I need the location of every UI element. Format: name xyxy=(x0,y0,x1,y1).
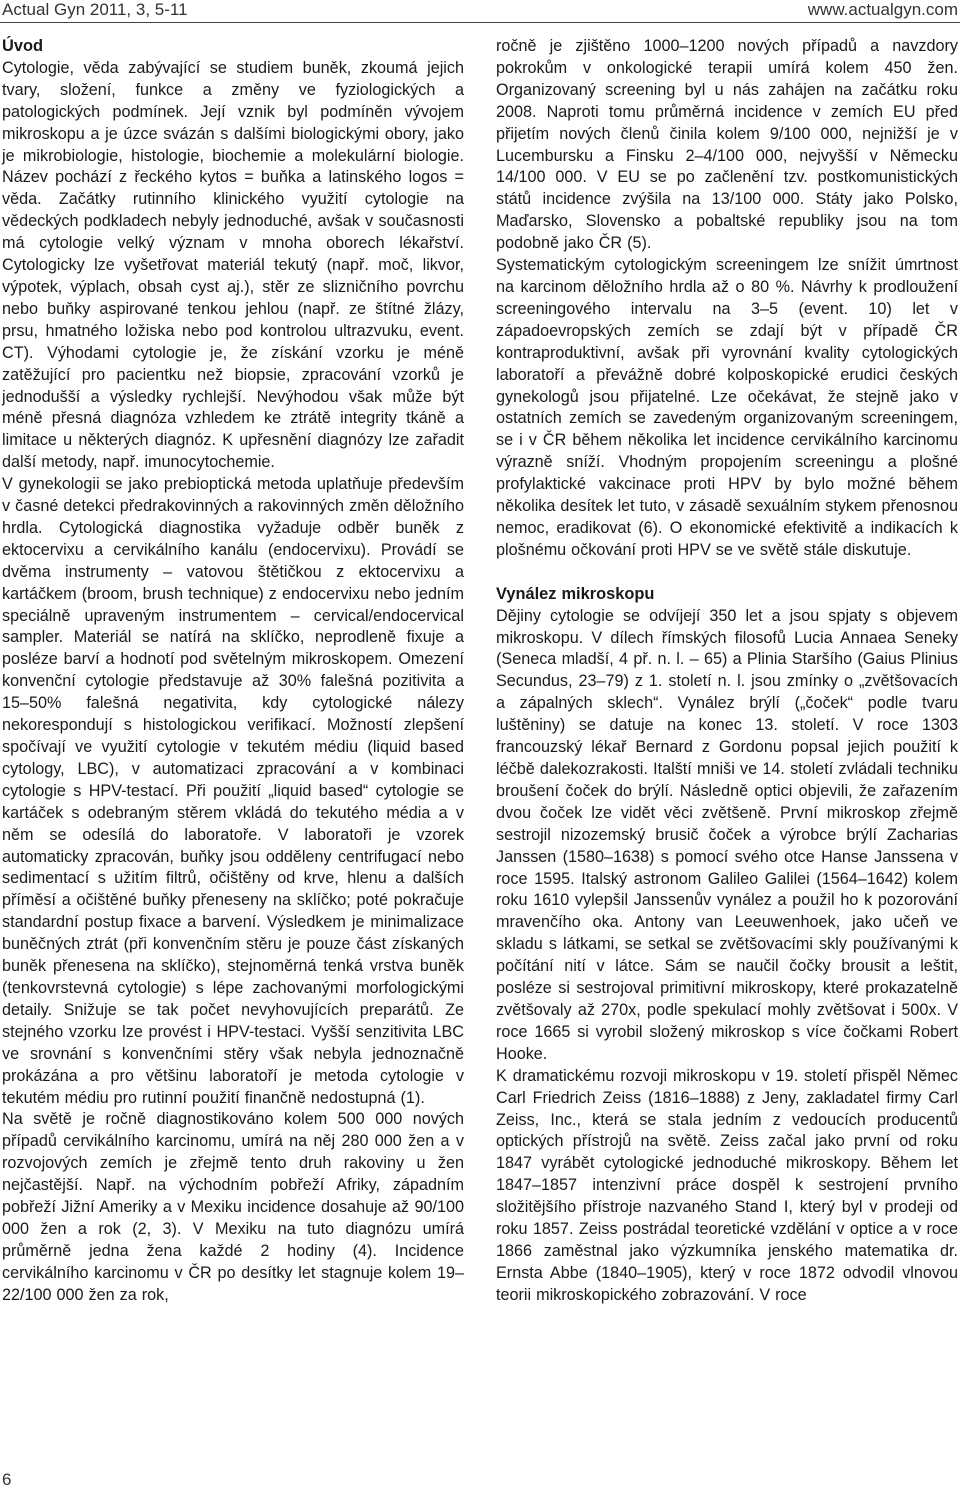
paragraph: V gynekologii se jako prebioptická metoda uplatňuje především v časné detekci předrakovinných a rakovinných změn děložního hrdla. Cytologická diagnostika vyžaduje odběr buněk z ektocervixu a cervikálního kanálu (endocervixu). Provádí se dvěma instrumenty – vatovou štětičkou z ektocervixu a kartáčkem (broom, brush technique) z endocervixu nebo jedním speciálně upraveným instrumentem – cervical/endocervical sampler. Materiál se natírá na sklíčko, neprodleně fixuje a posléze barví a hodnotí pod světelným mikroskopem. Omezení konvenční cytologie představuje až 30% falešná pozitivita a 15–50% falešná negativita, kdy cytologické nálezy nekorespondují s histologickou verifikací. Možností zlepšení spočívají ve využití cytologie v tekutém médiu (liquid based cytology, LBC), v automatizaci zpracování a v kombinaci cytologie s HPV-testací. Při použití „liquid based“ cytologie se kartáček s odebraným stěrem vkládá do tekutého média a v něm se odesílá do laboratoře. V laboratoři je vzorek automaticky zpracován, buňky jsou odděleny centrifugací nebo sedimentací s užitím filtrů, očištěny od krve, hlenu a dalších příměsí a očištěné buňky přeneseny na sklíčko; poté pokračuje standardní postup fixace a barvení. Výsledkem je minimalizace buněčných ztrát (při konvenčním stěru je pouze část získaných buněk přenesena na sklíčko), stejnoměrná tenká vrstva buněk (tenkovrstevná cytologie) s lépe zachovanými morfologickými detaily. Snižuje se tak počet nevyhovujících preparátů. Ze stejného vzorku lze provést i HPV-testaci. Vyšší senzitivita LBC ve srovnání s konvenčními stěry však nebyla jednoznačně prokázána a pro většinu laboratoří je metoda cytologie v tekutém médiu pro rutinní použití finančně nedostupná (1). xyxy=(2,475,464,1107)
journal-citation: Actual Gyn 2011, 3, 5-11 xyxy=(2,0,188,19)
left-column xyxy=(2,36,464,1307)
paragraph: Na světě je ročně diagnostikováno kolem 500 000 nových případů cervikálního karcinomu, umírá na něj 280 000 žen a v rozvojových zemích je zřejmě tento druh rakoviny u žen nejčastější. Např. na východním pobřeží Afriky, západním pobřeží Jižní Ameriky a v Mexiku incidence dosahuje až 90/100 000 žen a rok (2, 3). V Mexiku na tuto diagnózu umírá průměrně jedna žena každé 2 hodiny (4). Incidence cervikálního karcinomu v ČR po desítky let stagnuje kolem 19–22/100 000 žen za rok, xyxy=(2,1110,464,1304)
page-number: 6 xyxy=(2,1470,12,1489)
paragraph: Dějiny cytologie se odvíjejí 350 let a jsou spjaty s objevem mikroskopu. V dílech římských filosofů Lucia Annaea Seneky (Seneca mladší, 4 př. n. l. – 65) a Plinia Staršího (Gaius Plinius Secundus, 23–79) z 1. století n. l. jsou zmínky o „zvětšovacích a zápalných sklech“. Vynález brýlí („čoček“ podle tvaru luštěniny) se datuje na konec 13. století. V roce 1303 francouzský lékař Bernard z Gordonu popsal jejich použití k léčbě dalekozrakosti. Italští mniši ve 14. století zvládali techniku broušení čoček do brýlí. Následně optici objevili, že zařazením dvou čoček lze vidět věci zvětšeně. První mikroskop zřejmě sestrojil nizozemský brusič čoček a výrobce brýlí Zacharias Janssen (1580–1638) s pomocí svého otce Hanse Janssena v roce 1595. Italský astronom Galileo Galilei (1564–1642) kolem roku 1610 vylepšil Janssenův vynález a použil ho k pozorování mravenčího oka. Antony van Leeuwenhoek, jako učeň ve skladu s látkami, se setkal se zvětšovacími skly používanými k počítání nití v látce. Sám se naučil čočky brousit a leštit, posléze si sestrojoval primitivní mikroskopy, které prokazatelně zvětšovaly až 270x, podle spekulací mohly zvětšovat i 500x. V roce 1665 si vyrobil složený mikroskop s více čočkami Robert Hooke. xyxy=(496,606,958,1063)
paragraph: ročně je zjištěno 1000–1200 nových případů a navzdory pokrokům v onkologické terapii umírá kolem 450 žen. Organizovaný screening byl u nás zahájen na začátku roku 2008. Naproti tomu průměrná incidence v zemích EU před přijetím nových členů činila kolem 9/100 000, nejnižší je v Lucembursku a Finsku 2–4/100 000, nejvyšší v Německu 14/100 000. V EU se po začlenění tzv. postkomunistických států incidence zvýšila na 13/100 000. Státy jako Polsko, Maďarsko, Slovensko a pobaltské republiky jsou na tom podobně jako ČR (5). xyxy=(496,37,958,253)
section-gap xyxy=(496,562,958,584)
right-column xyxy=(496,36,958,1307)
paragraph: K dramatickému rozvoji mikroskopu v 19. století přispěl Němec Carl Friedrich Zeiss (1816–1888) z Jeny, zakladatel firmy Carl Zeiss, Inc., která se stala jedním z vedoucích producentů optických přístrojů na světě. Zeiss začal jako první od roku 1847 vyrábět cytologické jednoduché mikroskopy. Během let 1847–1857 intenzivní práce dospěl k sestrojení prvního složitějšího přístroje nazvaného Stand I, který byl v prodeji od roku 1857. Zeiss postrádal teoretické vzdělání v optice a v roce 1866 zaměstnal jako výzkumníka jenského matematika dr. Ernsta Abbe (1840–1905), který v roce 1872 odvodil vlnovou teorii mikroskopického zobrazování. V roce xyxy=(496,1066,958,1304)
header-divider xyxy=(0,22,960,23)
section-heading-vynalez-mikroskopu: Vynález mikroskopu xyxy=(496,584,655,603)
paragraph: Cytologie, věda zabývající se studiem buněk, zkoumá jejich tvary, složení, funkce a změny ve fyziologických a patologických podmínek. Její vznik byl podmíněn vývojem mikroskopu a je úzce svázán s dalšími biologickými obory, jako je mikrobiologie, histologie, biochemie a molekulární biologie. Název pochází z řeckého kytos = buňka a latinského logos = věda. Začátky rutinního klinického využití cytologie na vědeckých podkladech nebyly jednoduché, avšak v současnosti má cytologie velký význam v mnoha oborech lékařství. Cytologicky lze vyšetřovat materiál tekutý (např. moč, likvor, výpotek, výplach, obsah cyst aj.), stěr ze slizničního povrchu nebo buňky aspirované tenkou jehlou (např. ze štítné žlázy, prsu, hmatného ložiska nebo pod kontrolou ultrazvuku, event. CT). Výhodami cytologie je, že získání vzorku je méně zatěžující pro pacientku než biopsie, zpracování vzorků je jednodušší a výsledky rychlejší. Nevýhodou však může být méně přesná diagnóza vzhledem ke ztrátě integrity tkáně a limitace u některých diagnóz. K upřesnění diagnózy lze zařadit další metody, např. imunocytochemie. xyxy=(2,58,464,472)
paragraph: Systematickým cytologickým screeningem lze snížit úmrtnost na karcinom děložního hrdla až o 80 %. Návrhy k prodloužení screeningového intervalu na 3–5 (event. 10) let v západoevropských zemích se zdají být v případě ČR kontraproduktivní, avšak při vyrovnání kvality cytologických laboratoří a převážně dobré kolposkopické erudici českých gynekologů jsou přijatelné. Lze očekávat, že stejně jako v ostatních zemích se zavedeným organizovaným screeningem, se i v ČR během několika let incidence cervikálního karcinomu výrazně sníží. Vhodným propojením screeningu a plošné profylaktické vakcinace proti HPV by bylo možné během několika desítek let tuto, v zásadě sexuálním stykem přenosnou nemoc, eradikovat (6). O ekonomické efektivitě a indikacích k plošnému očkování proti HPV se ve světě stále diskutuje. xyxy=(496,256,958,559)
journal-url: www.actualgyn.com xyxy=(807,0,958,19)
section-heading-uvod: Úvod xyxy=(2,37,43,55)
